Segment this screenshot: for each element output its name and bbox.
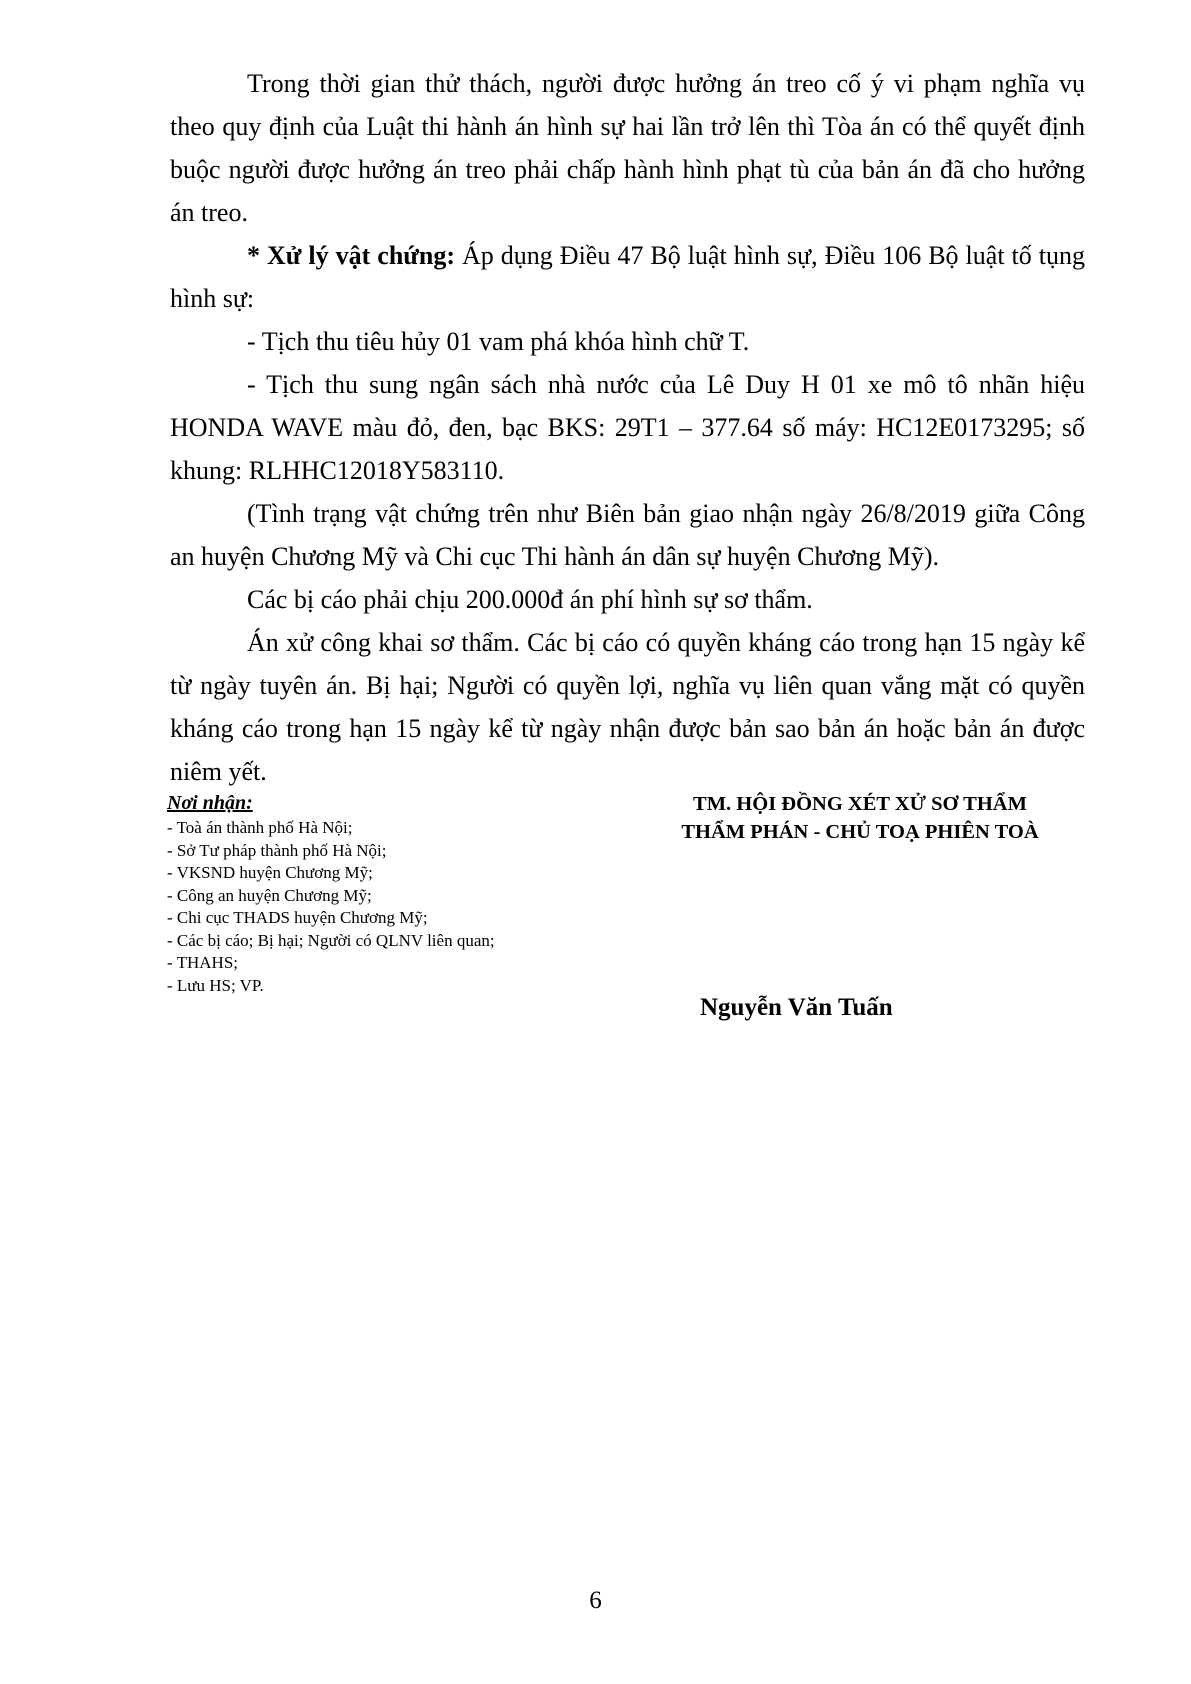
judgment-body [170, 62, 1085, 793]
evidence-handling-text: Áp dụng Điều 47 Bộ luật hình sự, Điều 106 Bộ luật tố tụng hình sự: [170, 241, 1085, 313]
recipient-item: - Toà án thành phố Hà Nội; [167, 818, 353, 837]
recipient-item: - Sở Tư pháp thành phố Hà Nội; [167, 840, 387, 860]
recipient-item: - VKSND huyện Chương Mỹ; [167, 863, 373, 882]
recipient-item: - Công an huyện Chương Mỹ; [167, 885, 372, 905]
recipient-item: - Các bị cáo; Bị hại; Người có QLNV liên quan; [167, 930, 495, 950]
signer-name: Nguyễn Văn Tuấn [700, 994, 893, 1021]
recipients-list [167, 817, 587, 997]
paragraph-confiscate-motorbike: - Tịch thu sung ngân sách nhà nước của Lê Duy H 01 xe mô tô nhãn hiệu HONDA WAVE màu đỏ, đen, bạc BKS: 29T1 – 377.64 số máy: HC12E0173295; số khung: RLHHC12018Y583110. [170, 370, 1085, 485]
paragraph-evidence-status: (Tình trạng vật chứng trên như Biên bản giao nhận ngày 26/8/2019 giữa Công an huyện Chương Mỹ và Chi cục Thi hành án dân sự huyện Chương Mỹ). [170, 499, 1085, 571]
signature-judge-title: THẨM PHÁN - CHỦ TOẠ PHIÊN TOÀ [681, 821, 1039, 843]
paragraph-probation-violation: Trong thời gian thử thách, người được hưởng án treo cố ý vi phạm nghĩa vụ theo quy định của Luật thi hành án hình sự hai lần trở lên thì Tòa án có thể quyết định buộc người được hưởng án treo phải chấp hành hình phạt tù của bản án đã cho hưởng án treo. [170, 69, 1085, 227]
evidence-handling-label: * Xử lý vật chứng: [247, 241, 456, 270]
recipient-item: - Chi cục THADS huyện Chương Mỹ; [167, 908, 428, 927]
page-number: 6 [589, 1587, 602, 1614]
recipients-heading: Nơi nhận: [167, 792, 253, 814]
paragraph-court-fee: Các bị cáo phải chịu 200.000đ án phí hình sự sơ thẩm. [247, 585, 813, 614]
paragraph-confiscate-destroy: - Tịch thu tiêu hủy 01 vam phá khóa hình chữ T. [247, 327, 750, 356]
signature-council-title: TM. HỘI ĐỒNG XÉT XỬ SƠ THẨM [693, 793, 1027, 815]
paragraph-evidence-handling [170, 234, 1085, 320]
paragraph-appeal-rights: Án xử công khai sơ thẩm. Các bị cáo có quyền kháng cáo trong hạn 15 ngày kể từ ngày tuyên án. Bị hại; Người có quyền lợi, nghĩa vụ liên quan vắng mặt có quyền kháng cáo trong hạn 15 ngày kể từ ngày nhận được bản sao bản án hoặc bản án được niêm yết. [170, 628, 1085, 786]
recipients-block [167, 791, 587, 997]
signature-block [620, 790, 1100, 846]
recipient-item: - Lưu HS; VP. [167, 975, 264, 995]
recipient-item: - THAHS; [167, 953, 238, 972]
